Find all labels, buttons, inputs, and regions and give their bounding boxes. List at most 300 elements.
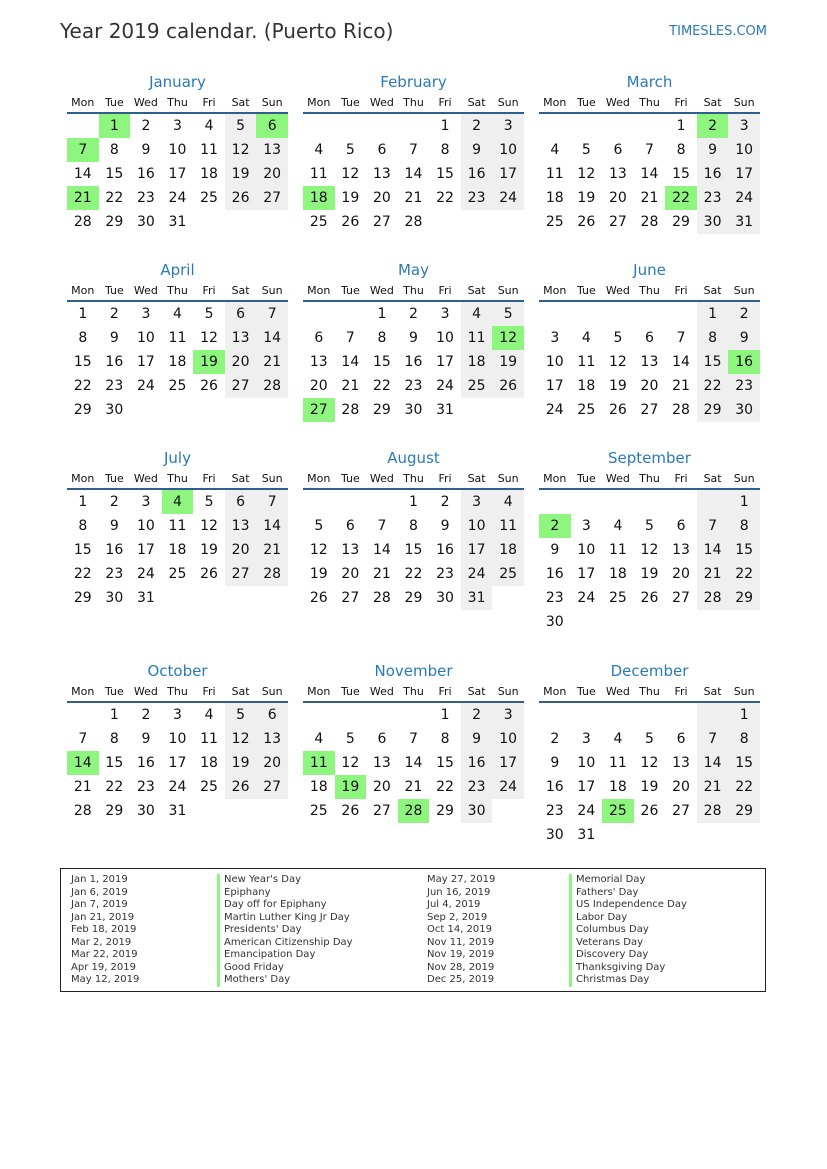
month-june [539, 260, 760, 422]
day-cell: 6 [676, 731, 686, 747]
month-april [67, 260, 288, 422]
empty-day-cell [225, 210, 257, 234]
empty-day-cell [602, 823, 634, 847]
day-cell: 6 [613, 142, 623, 158]
day-cell: 15 [105, 166, 124, 182]
holiday-date-column [427, 874, 495, 987]
day-cell: 19 [225, 162, 257, 186]
day-cell: 19 [492, 350, 524, 374]
day-cell: 12 [200, 518, 218, 534]
empty-day-cell [602, 490, 634, 514]
weekday-label: Tue [340, 96, 360, 109]
day-cell: 28 [672, 402, 690, 418]
weekday-label: Sat [703, 472, 722, 485]
day-cell: 19 [225, 751, 257, 775]
day-cell: 15 [436, 755, 454, 771]
empty-day-cell [492, 799, 524, 823]
day-cell: 29 [73, 590, 92, 606]
day-cell: 10 [168, 731, 187, 747]
day-cell: 25 [545, 214, 564, 230]
day-cell: 9 [461, 138, 493, 162]
empty-day-cell [492, 398, 524, 422]
day-cell: 23 [461, 186, 493, 210]
weekday-label: Sun [261, 284, 283, 297]
day-cell: 3 [173, 707, 182, 723]
weekday-label: Mon [71, 284, 95, 297]
holiday-date: Jan 6, 2019 [71, 886, 128, 898]
day-cell: 13 [309, 354, 328, 370]
day-cell: 31 [168, 803, 187, 819]
empty-day-cell [162, 398, 194, 422]
weekday-header [67, 681, 288, 703]
day-cell: 29 [697, 398, 729, 422]
weekday-label: Tue [576, 284, 596, 297]
empty-day-cell [492, 210, 524, 234]
weekday-header [539, 681, 760, 703]
day-cell: 16 [697, 162, 729, 186]
day-cell: 4 [613, 731, 623, 747]
holiday-name: Discovery Day [569, 949, 687, 962]
day-cell: 16 [436, 542, 454, 558]
weekday-label: Sun [733, 685, 755, 698]
weekday-label: Mon [71, 96, 95, 109]
empty-day-cell [571, 114, 603, 138]
day-cell: 20 [309, 378, 328, 394]
day-cell: 12 [200, 330, 218, 346]
day-cell: 9 [141, 731, 151, 747]
weekday-label: Sun [497, 96, 519, 109]
empty-day-cell [571, 490, 603, 514]
day-cell: 13 [256, 727, 288, 751]
day-cell: 6 [225, 490, 257, 514]
day-cell: 9 [728, 326, 760, 350]
day-cell: 20 [672, 566, 690, 582]
empty-day-cell [602, 114, 634, 138]
day-cell: 26 [492, 374, 524, 398]
weekday-label: Sat [231, 685, 250, 698]
day-cell: 6 [314, 330, 324, 346]
empty-day-cell [303, 703, 335, 727]
weekday-label: Tue [104, 284, 124, 297]
day-cell: 24 [461, 562, 493, 586]
day-cell: 25 [577, 402, 596, 418]
day-cell: 22 [105, 779, 124, 795]
day-cell: 7 [676, 330, 686, 346]
holiday-day-cell: 25 [602, 799, 634, 823]
day-cell: 25 [168, 378, 187, 394]
day-cell: 17 [577, 779, 596, 795]
day-cell: 24 [728, 186, 760, 210]
holiday-name: Mothers' Day [217, 974, 353, 987]
day-grid [539, 703, 760, 847]
day-cell: 17 [492, 162, 524, 186]
brand-link[interactable]: TIMESLES.COM [669, 24, 767, 39]
day-cell: 2 [409, 306, 418, 322]
day-cell: 11 [608, 755, 627, 771]
day-cell: 29 [436, 803, 454, 819]
day-cell: 23 [697, 186, 729, 210]
day-cell: 5 [645, 518, 654, 534]
day-cell: 4 [314, 142, 324, 158]
day-cell: 23 [436, 566, 454, 582]
empty-day-cell [539, 703, 571, 727]
weekday-header [303, 681, 524, 703]
holiday-name: Presidents' Day [217, 924, 353, 937]
day-cell: 20 [225, 350, 257, 374]
day-cell: 4 [492, 490, 524, 514]
day-cell: 18 [168, 542, 187, 558]
empty-day-cell [571, 703, 603, 727]
day-cell: 30 [404, 402, 423, 418]
empty-day-cell [225, 398, 257, 422]
weekday-label: Thu [167, 96, 188, 109]
month-title: June [633, 261, 666, 279]
month-title: April [160, 261, 195, 279]
day-cell: 19 [640, 779, 659, 795]
day-cell: 14 [672, 354, 690, 370]
day-cell: 11 [309, 166, 328, 182]
month-february [303, 72, 524, 234]
empty-day-cell [461, 210, 493, 234]
weekday-label: Sun [261, 685, 283, 698]
empty-day-cell [539, 302, 571, 326]
weekday-header [303, 280, 524, 302]
weekday-label: Sat [231, 472, 250, 485]
day-cell: 15 [73, 542, 92, 558]
weekday-header [67, 92, 288, 114]
day-cell: 22 [697, 374, 729, 398]
month-title: May [397, 261, 429, 279]
day-cell: 9 [461, 727, 493, 751]
day-cell: 22 [73, 566, 92, 582]
weekday-label: Fri [202, 284, 216, 297]
day-cell: 8 [728, 727, 760, 751]
day-cell: 2 [728, 302, 760, 326]
day-cell: 6 [256, 703, 288, 727]
holiday-day-cell: 11 [303, 751, 335, 775]
day-cell: 14 [372, 542, 391, 558]
day-cell: 8 [697, 326, 729, 350]
weekday-label: Wed [605, 284, 630, 297]
day-cell: 3 [461, 490, 493, 514]
day-cell: 2 [550, 731, 560, 747]
holiday-day-cell: 16 [728, 350, 760, 374]
day-cell: 8 [78, 330, 88, 346]
empty-day-cell [602, 703, 634, 727]
holiday-name: New Year's Day [217, 874, 353, 887]
empty-day-cell [634, 114, 666, 138]
day-cell: 16 [136, 755, 155, 771]
day-cell: 9 [440, 518, 450, 534]
day-cell: 12 [225, 138, 257, 162]
weekday-label: Wed [133, 472, 158, 485]
day-cell: 17 [136, 354, 155, 370]
day-cell: 18 [608, 779, 627, 795]
weekday-label: Wed [133, 284, 158, 297]
weekday-label: Thu [167, 284, 188, 297]
day-cell: 18 [492, 538, 524, 562]
day-cell: 27 [256, 186, 288, 210]
empty-day-cell [256, 398, 288, 422]
empty-day-cell [665, 302, 697, 326]
day-cell: 30 [136, 214, 155, 230]
day-cell: 17 [492, 751, 524, 775]
day-cell: 17 [461, 538, 493, 562]
day-cell: 29 [728, 799, 760, 823]
weekday-label: Tue [340, 284, 360, 297]
day-cell: 29 [404, 590, 423, 606]
day-cell: 2 [461, 703, 493, 727]
holiday-date: Apr 19, 2019 [71, 961, 137, 973]
day-cell: 21 [697, 775, 729, 799]
day-cell: 22 [372, 378, 391, 394]
day-cell: 5 [225, 114, 257, 138]
day-cell: 6 [676, 518, 686, 534]
day-cell: 17 [168, 755, 187, 771]
empty-day-cell [225, 799, 257, 823]
day-cell: 4 [461, 302, 493, 326]
day-cell: 11 [200, 731, 218, 747]
weekday-label: Wed [369, 284, 394, 297]
weekday-label: Mon [307, 685, 331, 698]
day-cell: 12 [309, 542, 328, 558]
day-cell: 26 [225, 775, 257, 799]
holiday-day-cell: 1 [99, 114, 131, 138]
day-cell: 27 [372, 803, 391, 819]
day-cell: 26 [225, 186, 257, 210]
day-cell: 20 [256, 162, 288, 186]
holiday-day-cell: 18 [303, 186, 335, 210]
holiday-day-cell: 19 [193, 350, 225, 374]
day-cell: 15 [105, 755, 124, 771]
holiday-date: Oct 14, 2019 [427, 924, 492, 935]
day-cell: 7 [409, 731, 418, 747]
day-cell: 20 [256, 751, 288, 775]
day-grid [303, 302, 524, 422]
day-cell: 6 [345, 518, 355, 534]
holiday-day-cell: 28 [398, 799, 430, 823]
day-cell: 18 [200, 166, 218, 182]
day-cell: 11 [168, 518, 187, 534]
empty-day-cell [335, 703, 367, 727]
day-cell: 20 [372, 190, 391, 206]
day-cell: 23 [545, 803, 564, 819]
weekday-label: Tue [104, 472, 124, 485]
empty-day-cell [256, 586, 288, 610]
day-cell: 18 [577, 378, 596, 394]
holiday-day-cell: 7 [67, 138, 99, 162]
day-cell: 3 [440, 306, 450, 322]
day-cell: 31 [168, 214, 187, 230]
day-cell: 30 [545, 614, 564, 630]
day-cell: 6 [645, 330, 654, 346]
day-cell: 7 [409, 142, 418, 158]
holiday-name: US Independence Day [569, 899, 687, 912]
holiday-date: Feb 18, 2019 [71, 924, 137, 935]
holiday-date: Jan 7, 2019 [71, 899, 128, 910]
day-cell: 19 [608, 378, 627, 394]
day-cell: 7 [697, 727, 729, 751]
holiday-name: Good Friday [217, 962, 353, 975]
weekday-label: Sat [231, 284, 250, 297]
day-grid [67, 490, 288, 610]
day-cell: 25 [309, 214, 328, 230]
month-august [303, 448, 524, 610]
day-cell: 19 [577, 190, 596, 206]
day-cell: 5 [645, 731, 654, 747]
day-cell: 15 [372, 354, 391, 370]
day-cell: 30 [461, 799, 493, 823]
weekday-label: Fri [674, 284, 688, 297]
day-cell: 20 [672, 779, 690, 795]
holiday-day-cell: 19 [335, 775, 367, 799]
holiday-date: Dec 25, 2019 [427, 974, 495, 985]
month-title: August [387, 449, 440, 467]
day-cell: 18 [545, 190, 564, 206]
empty-day-cell [256, 799, 288, 823]
day-cell: 10 [461, 514, 493, 538]
day-cell: 31 [577, 827, 596, 843]
weekday-label: Tue [340, 685, 360, 698]
day-cell: 2 [109, 306, 119, 322]
month-title: November [374, 662, 453, 680]
empty-day-cell [366, 490, 398, 514]
holiday-date: Sep 2, 2019 [427, 911, 488, 923]
day-cell: 11 [492, 514, 524, 538]
day-cell: 19 [200, 542, 218, 558]
day-cell: 21 [672, 378, 690, 394]
weekday-label: Wed [605, 96, 630, 109]
weekday-label: Fri [202, 96, 216, 109]
empty-day-cell [225, 586, 257, 610]
weekday-label: Thu [639, 472, 660, 485]
day-cell: 15 [672, 166, 690, 182]
day-cell: 21 [372, 566, 391, 582]
weekday-label: Sun [261, 472, 283, 485]
holiday-date: Jan 21, 2019 [71, 911, 135, 923]
day-cell: 4 [550, 142, 560, 158]
empty-day-cell [193, 398, 225, 422]
holiday-day-cell: 14 [67, 751, 99, 775]
holiday-date: Mar 22, 2019 [71, 949, 138, 960]
day-cell: 24 [136, 378, 155, 394]
holiday-name: Fathers' Day [569, 887, 687, 900]
day-cell: 5 [204, 494, 214, 510]
day-cell: 13 [225, 514, 257, 538]
holiday-date: Jul 4, 2019 [427, 899, 481, 910]
day-cell: 27 [640, 402, 659, 418]
weekday-label: Tue [340, 472, 360, 485]
weekday-header [303, 92, 524, 114]
day-grid [303, 114, 524, 234]
empty-day-cell [665, 610, 697, 634]
day-cell: 16 [404, 354, 423, 370]
day-cell: 26 [341, 803, 360, 819]
day-cell: 18 [309, 779, 328, 795]
day-cell: 10 [492, 727, 524, 751]
day-cell: 21 [404, 190, 423, 206]
day-cell: 15 [436, 166, 454, 182]
empty-day-cell [697, 610, 729, 634]
holiday-date: Mar 2, 2019 [71, 936, 132, 948]
empty-day-cell [634, 610, 666, 634]
weekday-label: Sat [467, 685, 486, 698]
empty-day-cell [398, 703, 430, 727]
day-cell: 23 [461, 775, 493, 799]
day-cell: 20 [341, 566, 360, 582]
day-cell: 7 [645, 142, 654, 158]
empty-day-cell [634, 823, 666, 847]
day-cell: 14 [404, 755, 423, 771]
weekday-label: Wed [369, 472, 394, 485]
day-cell: 22 [728, 775, 760, 799]
empty-day-cell [602, 302, 634, 326]
holiday-day-cell: 6 [256, 114, 288, 138]
empty-day-cell [193, 210, 225, 234]
holiday-date: May 27, 2019 [427, 874, 496, 885]
month-title: December [610, 662, 689, 680]
weekday-label: Mon [307, 96, 331, 109]
day-cell: 31 [728, 210, 760, 234]
day-cell: 10 [136, 330, 155, 346]
weekday-label: Mon [543, 284, 567, 297]
day-cell: 11 [608, 542, 627, 558]
holiday-day-cell: 27 [303, 398, 335, 422]
weekday-label: Fri [674, 472, 688, 485]
day-cell: 7 [256, 302, 288, 326]
day-cell: 21 [341, 378, 360, 394]
empty-day-cell [492, 586, 524, 610]
day-cell: 26 [200, 566, 218, 582]
day-cell: 14 [256, 514, 288, 538]
day-cell: 10 [492, 138, 524, 162]
weekday-label: Fri [202, 472, 216, 485]
day-cell: 25 [168, 566, 187, 582]
day-cell: 15 [728, 751, 760, 775]
empty-day-cell [634, 302, 666, 326]
weekday-label: Mon [71, 685, 95, 698]
holiday-name: Day off for Epiphany [217, 899, 353, 912]
day-cell: 8 [109, 142, 119, 158]
day-cell: 29 [73, 402, 92, 418]
day-cell: 30 [105, 590, 124, 606]
day-cell: 27 [225, 562, 257, 586]
day-cell: 5 [613, 330, 623, 346]
day-cell: 27 [256, 775, 288, 799]
day-cell: 23 [136, 190, 155, 206]
month-title: March [626, 73, 673, 91]
day-cell: 24 [545, 402, 564, 418]
day-grid [539, 302, 760, 422]
holiday-day-cell: 4 [162, 490, 194, 514]
day-cell: 20 [640, 378, 659, 394]
weekday-label: Sun [733, 472, 755, 485]
day-cell: 3 [581, 731, 591, 747]
empty-day-cell [697, 823, 729, 847]
day-cell: 17 [728, 162, 760, 186]
day-cell: 1 [78, 306, 88, 322]
day-cell: 12 [225, 727, 257, 751]
weekday-label: Fri [438, 685, 452, 698]
day-cell: 25 [461, 374, 493, 398]
weekday-label: Fri [674, 96, 688, 109]
day-cell: 12 [640, 755, 659, 771]
holiday-date-column [71, 874, 139, 987]
weekday-header [67, 468, 288, 490]
empty-day-cell [634, 703, 666, 727]
day-cell: 28 [640, 214, 659, 230]
weekday-label: Tue [576, 472, 596, 485]
